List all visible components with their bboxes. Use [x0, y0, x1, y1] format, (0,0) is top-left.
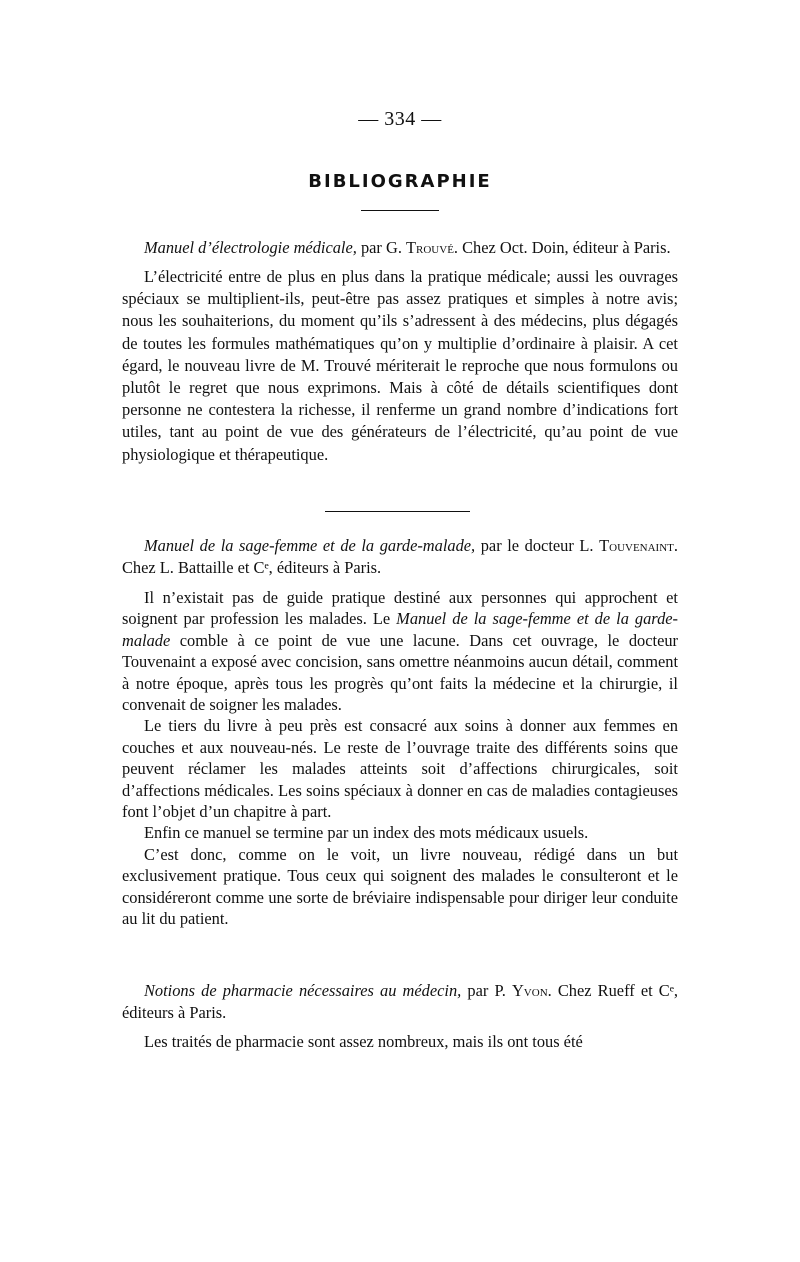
- publisher-text: . Chez L. Battaille et Cᵉ, éditeurs à Paris.: [122, 536, 678, 577]
- paragraph-text: comble à ce point de vue une lacune. Dans cet ouvrage, le docteur Touvenaint a exposé avec concision, sans omettre néanmoins aucun détail, comment à notre époque, après tous les progrès qu’ont faits la médecine et la chirurgie, il convenait de soigner les malades.: [122, 630, 678, 715]
- review-pharmacie: [122, 980, 678, 1053]
- paragraph: Le tiers du livre à peu près est consacré aux soins à donner aux femmes en couches et aux nouveau-nés. Le reste de l’ouvrage traite des différents soins que peuvent réclamer les malades atteints soit d’affections chirurgicales, soit d’affections médicales. Les soins spéciaux à donner en cas de maladies contagieuses font l’objet d’un chapitre à part.: [122, 716, 678, 822]
- separator-rule: [325, 511, 470, 512]
- paragraph: C’est donc, comme on le voit, un livre nouveau, rédigé dans un but exclusivement pratique. Tous ceux qui soignent des malades le consulteront et le considéreront comme une sorte de bréviaire indispensable pour diriger leur conduite au lit du patient.: [122, 844, 678, 929]
- publisher-text: . Chez Rueff et Cᵉ, éditeurs à Paris.: [122, 981, 679, 1022]
- author-name: Yvon: [511, 981, 548, 1000]
- book-title: Notions de pharmacie nécessaires au médecin,: [144, 981, 462, 1000]
- paragraph: [122, 587, 678, 715]
- page-number: — 334 —: [358, 108, 442, 130]
- paragraph: Les traités de pharmacie sont assez nombreux, mais ils ont tous été: [144, 1032, 583, 1051]
- section-heading: BIBLIOGRAPHIE: [308, 171, 492, 192]
- by-text: par le docteur L.: [475, 536, 600, 555]
- publisher-text: . Chez Oct. Doin, éditeur à Paris.: [453, 238, 671, 257]
- book-title: Manuel de la sage-femme et de la garde-malade,: [144, 536, 476, 555]
- reference-line: [122, 535, 678, 579]
- paragraph: Enfin ce manuel se termine par un index des mots médicaux usuels.: [144, 823, 589, 843]
- by-text: par P.: [461, 981, 512, 1000]
- by-text: par G.: [356, 238, 407, 257]
- reference-line: [122, 237, 678, 259]
- author-name: Touvenaint: [599, 536, 674, 555]
- paragraph: L’électricité entre de plus en plus dans la pratique médicale; aussi les ouvrages spéciaux se multiplient-ils, peut-être pas assez pratiques et simples à notre avis; nous les souhaiterions, du moment qu’ils s’adressent à des médecins, plus dégagés de toutes les formules mathématiques qu’on y multiplie d’ordinaire à plaisir. A cet égard, le nouveau livre de M. Trouvé mériterait le reproche que nous formulons ou plutôt le regret que nous exprimons. Mais à côté de détails scientifiques dont personne ne contestera la richesse, il renferme un grand nombre d’indications fort utiles, tant au point de vue des générateurs de l’électricité, qu’au point de vue physiologique et thérapeutique.: [122, 267, 678, 464]
- review-electrologie: [122, 237, 678, 466]
- review-sage-femme: [122, 535, 678, 930]
- paragraph-text: Il n’existait pas de guide pratique destiné aux personnes qui approchent et soignent par profession les malades. Le: [122, 588, 678, 629]
- cited-title: Manuel de la sage-femme et de la garde-malade: [122, 609, 679, 650]
- reference-line: [122, 980, 678, 1024]
- heading-rule: [361, 210, 439, 211]
- book-title: Manuel d’électrologie médicale,: [144, 238, 357, 257]
- author-name: Trouvé: [406, 238, 454, 257]
